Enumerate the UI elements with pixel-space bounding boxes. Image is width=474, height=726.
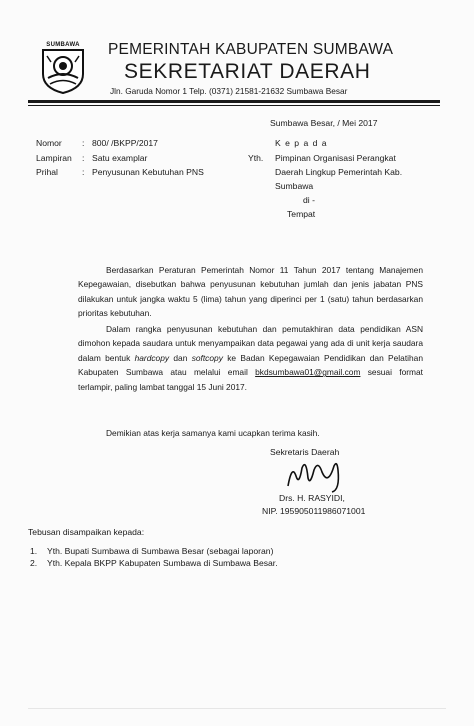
nomor-colon: : bbox=[82, 138, 85, 148]
cc-item-1-number: 1. bbox=[30, 546, 38, 556]
letterhead-rule-thin bbox=[28, 105, 440, 106]
cc-item-2-number: 2. bbox=[30, 558, 38, 568]
recipient-line-4: di - bbox=[303, 195, 315, 205]
office-name: SEKRETARIAT DAERAH bbox=[124, 60, 371, 83]
recipient-yth: Yth. bbox=[248, 153, 264, 163]
sumbawa-emblem-logo bbox=[38, 42, 88, 96]
letterhead-rule-thick bbox=[28, 100, 440, 103]
cc-heading: Tebusan disampaikan kepada: bbox=[28, 527, 145, 537]
recipient-kepada: K e p a d a bbox=[275, 138, 328, 148]
nomor-label: Nomor bbox=[36, 138, 62, 148]
recipient-line-1: Pimpinan Organisasi Perangkat bbox=[275, 153, 396, 163]
paragraph-2-text-c: sesuai format terlampir, paling lambat tanggal 15 Juni 2017. bbox=[78, 367, 423, 392]
handwritten-signature bbox=[282, 456, 362, 494]
prihal-colon: : bbox=[82, 167, 85, 177]
lampiran-label: Lampiran bbox=[36, 153, 72, 163]
body-paragraph-1 bbox=[78, 263, 423, 321]
signatory-name: Drs. H. RASYIDI, bbox=[279, 493, 345, 503]
lampiran-colon: : bbox=[82, 153, 85, 163]
recipient-line-3: Sumbawa bbox=[275, 181, 314, 191]
prihal-value: Penyusunan Kebutuhan PNS bbox=[92, 167, 204, 177]
paragraph-2-text-a: Dalam rangka penyusunan kebutuhan dan pemutakhiran data pendidikan ASN dimohon kepada saudara untuk menyampaikan data pegawai yang ada di unit kerja saudara dalam bentuk bbox=[78, 324, 423, 363]
cc-item-1-text: Yth. Bupati Sumbawa di Sumbawa Besar (sebagai laporan) bbox=[47, 546, 274, 556]
paragraph-2-and: dan bbox=[169, 352, 192, 363]
office-address: Jln. Garuda Nomor 1 Telp. (0371) 21581-21632 Sumbawa Besar bbox=[110, 86, 348, 96]
letter-date: Sumbawa Besar, / Mei 2017 bbox=[270, 118, 378, 128]
page-bottom-edge bbox=[28, 708, 446, 709]
body-paragraph-3 bbox=[78, 426, 423, 440]
signature-title: Sekretaris Daerah bbox=[270, 447, 340, 457]
email-link[interactable]: bkdsumbawa01@gmail.com bbox=[255, 367, 361, 378]
logo-label: SUMBAWA bbox=[46, 42, 80, 48]
body-paragraph-2 bbox=[78, 322, 423, 394]
recipient-line-5: Tempat bbox=[287, 209, 316, 219]
paragraph-1-text: Berdasarkan Peraturan Pemerintah Nomor 11 Tahun 2017 tentang Manajemen Kepegawaian, disebutkan bahwa penyusunan kebutuhan jumlah dan jenis jabatan PNS dilakukan untuk jangka waktu 5 (lima) tahun yang diperinci per 1 (satu) tahun berdasarkan prioritas kebutuhan. bbox=[78, 265, 423, 319]
recipient-line-2: Daerah Lingkup Pemerintah Kab. bbox=[275, 167, 403, 177]
cc-item-2-text: Yth. Kepala BKPP Kabupaten Sumbawa di Sumbawa Besar. bbox=[47, 558, 278, 568]
paragraph-2-text-b: ke Badan Kepegawaian Pendidikan dan Pelatihan Kabupaten Sumbawa atau melalui email bbox=[78, 352, 423, 378]
paragraph-3-text: Demikian atas kerja samanya kami ucapkan terima kasih. bbox=[106, 428, 320, 438]
signatory-nip: NIP. 195905011986071001 bbox=[262, 506, 366, 516]
lampiran-value: Satu examplar bbox=[92, 153, 148, 163]
government-name: PEMERINTAH KABUPATEN SUMBAWA bbox=[108, 41, 394, 58]
prihal-label: Prihal bbox=[36, 167, 58, 177]
softcopy-text: softcopy bbox=[191, 352, 223, 363]
emblem-icon bbox=[38, 48, 88, 94]
nomor-value: 800/ /BKPP/2017 bbox=[92, 138, 158, 148]
hardcopy-text: hardcopy bbox=[134, 352, 170, 363]
